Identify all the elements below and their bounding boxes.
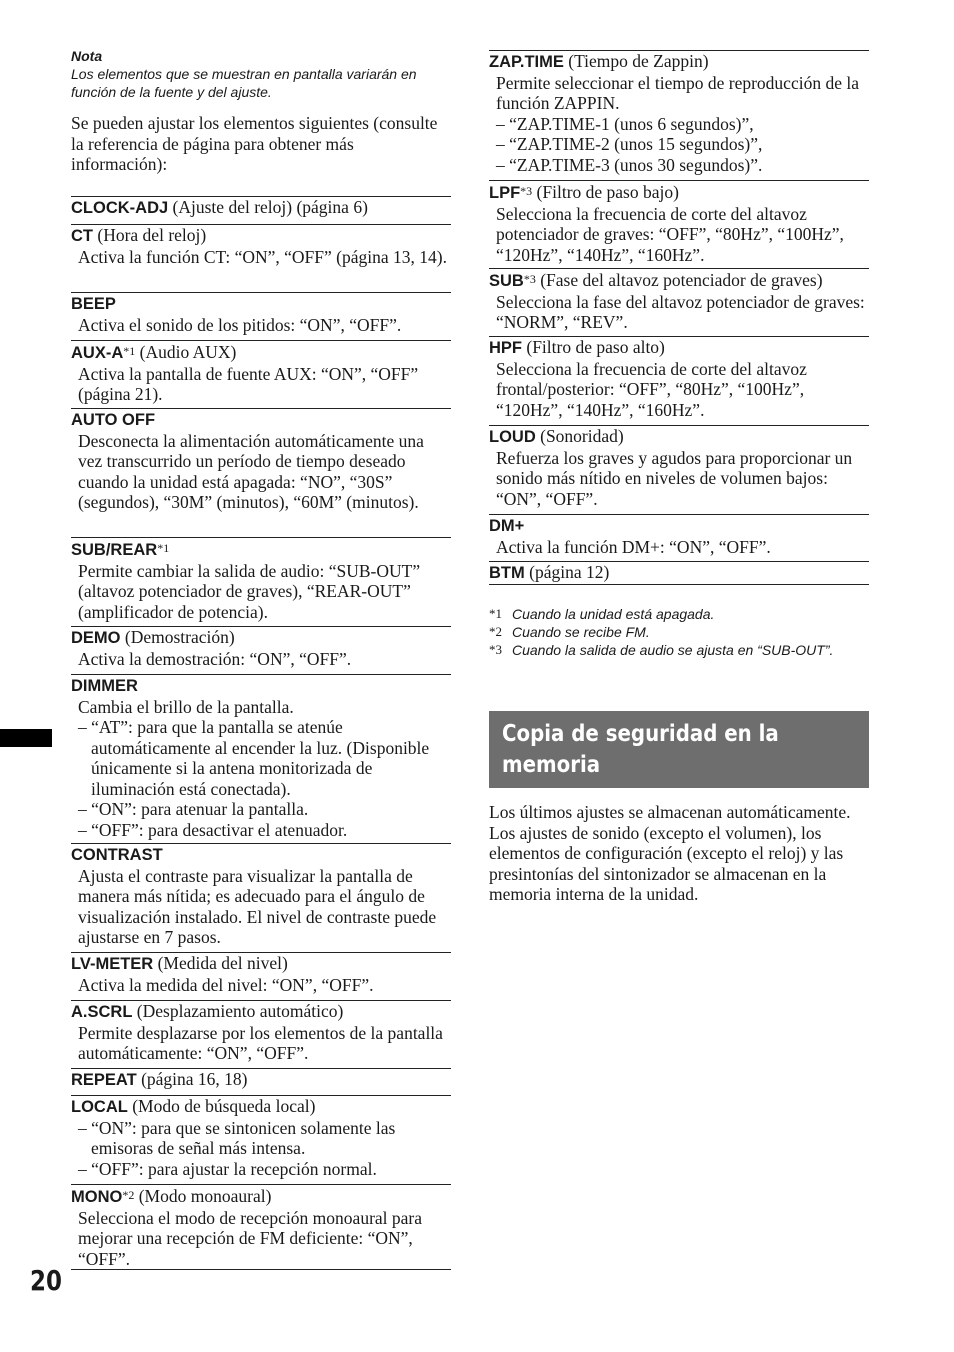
section-paragraph: Los ajustes de sonido (excepto el volumen), los elementos de configuración (excepto el reloj) y las presintonías del sintonizador se almacenan en la memoria interna de la unidad.: [489, 822, 844, 904]
footnote-mark: *3: [520, 184, 533, 198]
settings-entry: [71, 196, 451, 219]
entry-heading: [71, 341, 451, 364]
entry-description: (Medida del nivel): [153, 953, 288, 973]
entry-term: ZAP.TIME: [489, 53, 564, 71]
entry-heading: [489, 337, 869, 359]
entry-term: LV-METER: [71, 955, 154, 973]
entry-description: (Desplazamiento automático): [132, 1001, 344, 1021]
entry-term: LOCAL: [71, 1098, 128, 1116]
section-title: Copia de seguridad en la memoria: [502, 721, 779, 778]
entry-term: LOUD: [489, 428, 536, 446]
entry-term: CLOCK-ADJ: [71, 199, 169, 217]
entry-heading: [71, 1069, 451, 1091]
settings-entry: [489, 561, 869, 585]
entry-body: [78, 975, 451, 996]
intro-paragraph: Se pueden ajustar los elementos siguientes (consulte la referencia de página para obtener más información):: [71, 113, 438, 174]
entry-body: [496, 73, 869, 176]
settings-entry: [489, 336, 869, 420]
settings-entry: [489, 268, 869, 333]
entry-line: Refuerza los graves y agudos para proporcionar un sonido más nítido en niveles de volumen bajos: “ON”, “OFF”.: [496, 447, 853, 509]
entry-line: Selecciona la frecuencia de corte del altavoz frontal/posterior: “OFF”, “80Hz”, “100Hz”, “120Hz”, “140Hz”, “160Hz”.: [496, 358, 807, 420]
entry-heading: [71, 197, 451, 219]
footnotes: [489, 605, 869, 659]
section-paragraph: Los últimos ajustes se almacenan automáticamente.: [489, 802, 851, 822]
settings-entry: [489, 514, 869, 557]
entry-body: [78, 364, 451, 405]
settings-entry: [489, 425, 869, 509]
entry-heading: [71, 627, 451, 649]
entry-heading: [71, 225, 451, 247]
entry-heading: [489, 51, 869, 73]
note-block: [71, 47, 451, 101]
entry-term: LPF: [489, 184, 521, 202]
entry-line: Activa la función CT: “ON”, “OFF” (página 13, 14).: [78, 246, 447, 267]
entry-description: (Modo monoaural): [134, 1186, 272, 1206]
footnote-1: *1 Cuando la unidad está apagada.: [489, 606, 715, 622]
entry-body: [78, 247, 451, 268]
entry-body: [496, 537, 869, 558]
settings-entry: [489, 50, 869, 175]
entry-heading: [71, 1096, 451, 1118]
entry-term: DEMO: [71, 629, 121, 647]
settings-entry: [71, 674, 451, 840]
entry-line: – “ZAP.TIME-3 (unos 30 segundos)”.: [496, 154, 763, 175]
entry-term: SUB: [489, 272, 524, 290]
side-tab-marker: [0, 729, 52, 747]
entry-description: (Filtro de paso bajo): [532, 182, 679, 202]
entry-heading: [71, 538, 451, 561]
entry-line: – “ZAP.TIME-2 (unos 15 segundos)”,: [496, 134, 763, 154]
settings-entry: [71, 292, 451, 335]
footnote-mark: *2: [122, 1188, 135, 1202]
entry-description: (página 12): [524, 562, 610, 582]
entry-body: [496, 359, 869, 421]
entry-heading: [71, 1185, 451, 1208]
footnote-mark: *1: [157, 541, 170, 555]
settings-entry: [71, 626, 451, 669]
entry-heading: [71, 293, 451, 315]
entry-term: BTM: [489, 564, 525, 582]
entry-line: Selecciona la frecuencia de corte del altavoz potenciador de graves: “OFF”, “80Hz”, “100Hz”, “120Hz”, “140Hz”, “160Hz”.: [496, 203, 844, 265]
entry-line: Cambia el brillo de la pantalla.: [78, 696, 294, 717]
entry-term: SUB/REAR: [71, 541, 158, 559]
entry-line: Permite desplazarse por los elementos de la pantalla automáticamente: “ON”, “OFF”.: [78, 1022, 443, 1063]
entry-line: – “OFF”: para ajustar la recepción normal.: [78, 1158, 377, 1179]
entry-line: Activa la función DM+: “ON”, “OFF”.: [496, 536, 771, 557]
entry-body: [78, 649, 451, 670]
entry-line: – “AT”: para que la pantalla se atenúe automáticamente al encender la luz. (Disponible únicamente si la antena monitorizada de iluminación está conectada).: [78, 717, 430, 799]
entry-line: – “ON”: para que se sintonicen solamente las emisoras de señal más intensa.: [78, 1117, 396, 1158]
section-header: [489, 711, 869, 788]
entry-line: Permite cambiar la salida de audio: “SUB-OUT” (altavoz potenciador de graves), “REAR-OUT” (amplificador de potencia).: [78, 560, 421, 622]
entry-term: DIMMER: [71, 677, 138, 695]
entry-heading: [71, 675, 451, 697]
entry-line: Selecciona el modo de recepción monoaural para mejorar una recepción de FM deficiente: “ON”, “OFF”.: [78, 1207, 423, 1269]
entry-description: (Hora del reloj): [93, 225, 207, 245]
footnote-3: *3 Cuando la salida de audio se ajusta en “SUB-OUT”.: [489, 642, 834, 658]
entry-description: (Tiempo de Zappin): [563, 51, 709, 71]
entry-body: [78, 866, 451, 948]
entry-term: DM+: [489, 517, 525, 535]
entry-heading: [489, 269, 869, 292]
entry-body: [78, 431, 451, 513]
entry-line: Ajusta el contraste para visualizar la pantalla de manera más nítida; es adecuado para el ángulo de visualización instalado. El nivel de contraste puede ajustarse en 7 pasos.: [78, 865, 437, 947]
entry-heading: [489, 562, 869, 584]
entry-description: (Fase del altavoz potenciador de graves): [535, 270, 823, 290]
settings-entry: [71, 340, 451, 405]
entry-description: (Filtro de paso alto): [522, 337, 665, 357]
entry-body: [496, 292, 869, 333]
entry-line: Desconecta la alimentación automáticamente una vez transcurrido un período de tiempo deseado cuando la unidad está apagada: “NO”, “30S” (segundos), “30M” (minutos), “60M” (minutos).: [78, 430, 424, 512]
entry-heading: [489, 181, 869, 204]
entry-line: – “OFF”: para desactivar el atenuador.: [78, 819, 348, 840]
footnote-mark: *3: [523, 272, 536, 286]
entry-line: Activa la pantalla de fuente AUX: “ON”, “OFF” (página 21).: [78, 363, 419, 404]
entry-body: [78, 561, 451, 623]
settings-entry: [489, 180, 869, 265]
entry-term: HPF: [489, 339, 522, 357]
settings-entry: [71, 224, 451, 267]
entry-term: MONO: [71, 1188, 123, 1206]
entry-line: Activa el sonido de los pitidos: “ON”, “OFF”.: [78, 314, 402, 335]
entry-description: (Demostración): [120, 627, 235, 647]
entry-body: [496, 448, 869, 510]
settings-entry: [71, 1184, 451, 1270]
entry-term: CT: [71, 227, 93, 245]
entry-term: AUX-A: [71, 344, 124, 362]
entry-description: (Sonoridad): [535, 426, 624, 446]
entry-body: [78, 1118, 451, 1180]
settings-entry: [71, 537, 451, 622]
entry-line: Selecciona la fase del altavoz potenciador de graves: “NORM”, “REV”.: [496, 291, 865, 332]
footnote-2: *2 Cuando se recibe FM.: [489, 624, 650, 640]
settings-entry: [71, 952, 451, 995]
entry-line: Activa la demostración: “ON”, “OFF”.: [78, 648, 352, 669]
entry-line: Activa la medida del nivel: “ON”, “OFF”.: [78, 974, 374, 995]
settings-entry: [71, 1000, 451, 1064]
settings-entry: [71, 1068, 451, 1091]
note-text: Los elementos que se muestran en pantalla variarán en función de la fuente y del ajuste.: [71, 66, 417, 100]
entry-term: A.SCRL: [71, 1003, 133, 1021]
entry-term: BEEP: [71, 295, 116, 313]
entry-line: – “ZAP.TIME-1 (unos 6 segundos)”,: [496, 113, 754, 134]
entry-description: (Modo de búsqueda local): [127, 1096, 316, 1116]
settings-entry: [71, 1095, 451, 1179]
entry-heading: [71, 953, 451, 975]
entry-description: (Audio AUX): [135, 342, 237, 362]
entry-heading: [71, 844, 451, 866]
entry-body: [78, 1208, 451, 1270]
entry-line: – “ON”: para atenuar la pantalla.: [78, 799, 309, 819]
entry-heading: [489, 426, 869, 448]
page-number: 20: [30, 1264, 62, 1297]
entry-description: (Ajuste del reloj) (página 6): [168, 197, 368, 217]
entry-body: [78, 1023, 451, 1064]
entry-description: (página 16, 18): [136, 1069, 248, 1089]
entry-heading: [71, 1001, 451, 1023]
note-title: Nota: [71, 48, 103, 64]
footnote-mark: *1: [123, 344, 136, 358]
entry-heading: [489, 515, 869, 537]
entry-heading: [71, 409, 451, 431]
entry-line: Permite seleccionar el tiempo de reproducción de la función ZAPPIN.: [496, 72, 859, 113]
settings-entry: [71, 843, 451, 948]
entry-term: AUTO OFF: [71, 411, 156, 429]
entry-body: [496, 204, 869, 266]
section-body: [489, 802, 869, 905]
settings-entry: [71, 408, 451, 513]
entry-term: REPEAT: [71, 1071, 137, 1089]
entry-body: [78, 697, 451, 841]
entry-term: CONTRAST: [71, 846, 163, 864]
entry-body: [78, 315, 451, 336]
